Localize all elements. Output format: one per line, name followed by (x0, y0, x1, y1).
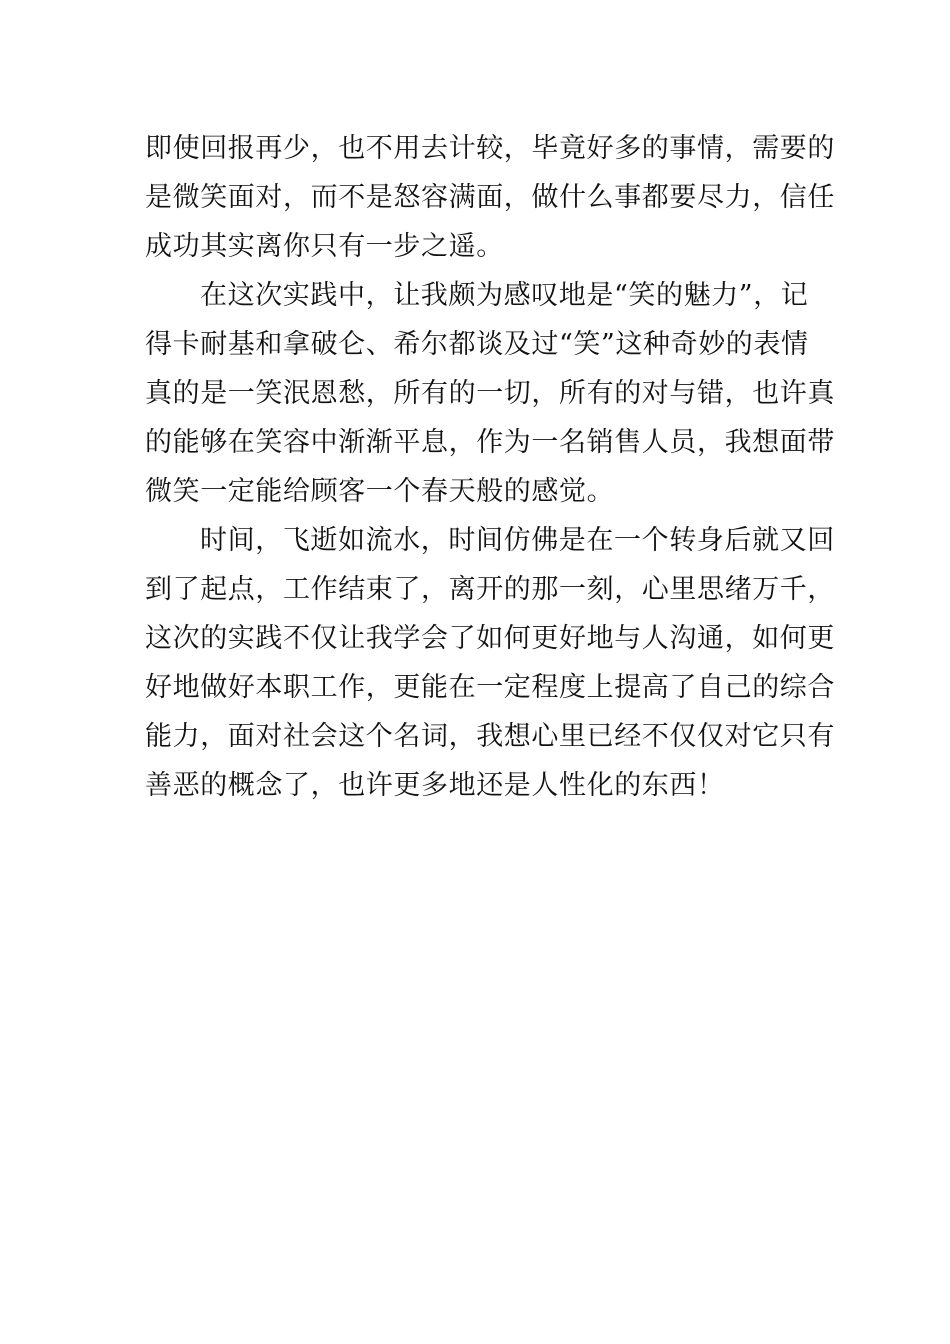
text-line: 即使回报再少，也不用去计较，毕竟好多的事情，需要的 (145, 133, 835, 164)
text-line: 能力，面对社会这个名词，我想心里已经不仅仅对它只有 (145, 721, 835, 752)
text-line: 真的是一笑泯恩愁，所有的一切，所有的对与错，也许真 (145, 378, 835, 409)
text-line: 善恶的概念了，也许更多地还是人性化的东西！ (145, 770, 725, 801)
body-text (145, 124, 835, 810)
paragraph-2 (145, 271, 835, 516)
text-line: 好地做好本职工作，更能在一定程度上提高了自己的综合 (145, 672, 835, 703)
paragraph-1 (145, 124, 835, 271)
text-line: 这次的实践不仅让我学会了如何更好地与人沟通，如何更 (145, 623, 835, 654)
text-line: 成功其实离你只有一步之遥。 (145, 231, 504, 262)
text-line: 的能够在笑容中渐渐平息，作为一名销售人员，我想面带 (145, 427, 835, 458)
paragraph-3 (145, 516, 835, 810)
text-line: 到了起点，工作结束了，离开的那一刻，心里思绪万千， (145, 574, 835, 605)
text-line: 时间，飞逝如流水，时间仿佛是在一个转身后就又回 (200, 525, 835, 556)
text-line: 得卡耐基和拿破仑、希尔都谈及过“笑”这种奇妙的表情 (145, 329, 809, 360)
text-line: 是微笑面对，而不是怒容满面，做什么事都要尽力，信任 (145, 182, 835, 213)
text-line: 微笑一定能给顾客一个春天般的感觉。 (145, 476, 615, 507)
text-line: 在这次实践中，让我颇为感叹地是“笑的魅力”，记 (200, 280, 809, 311)
